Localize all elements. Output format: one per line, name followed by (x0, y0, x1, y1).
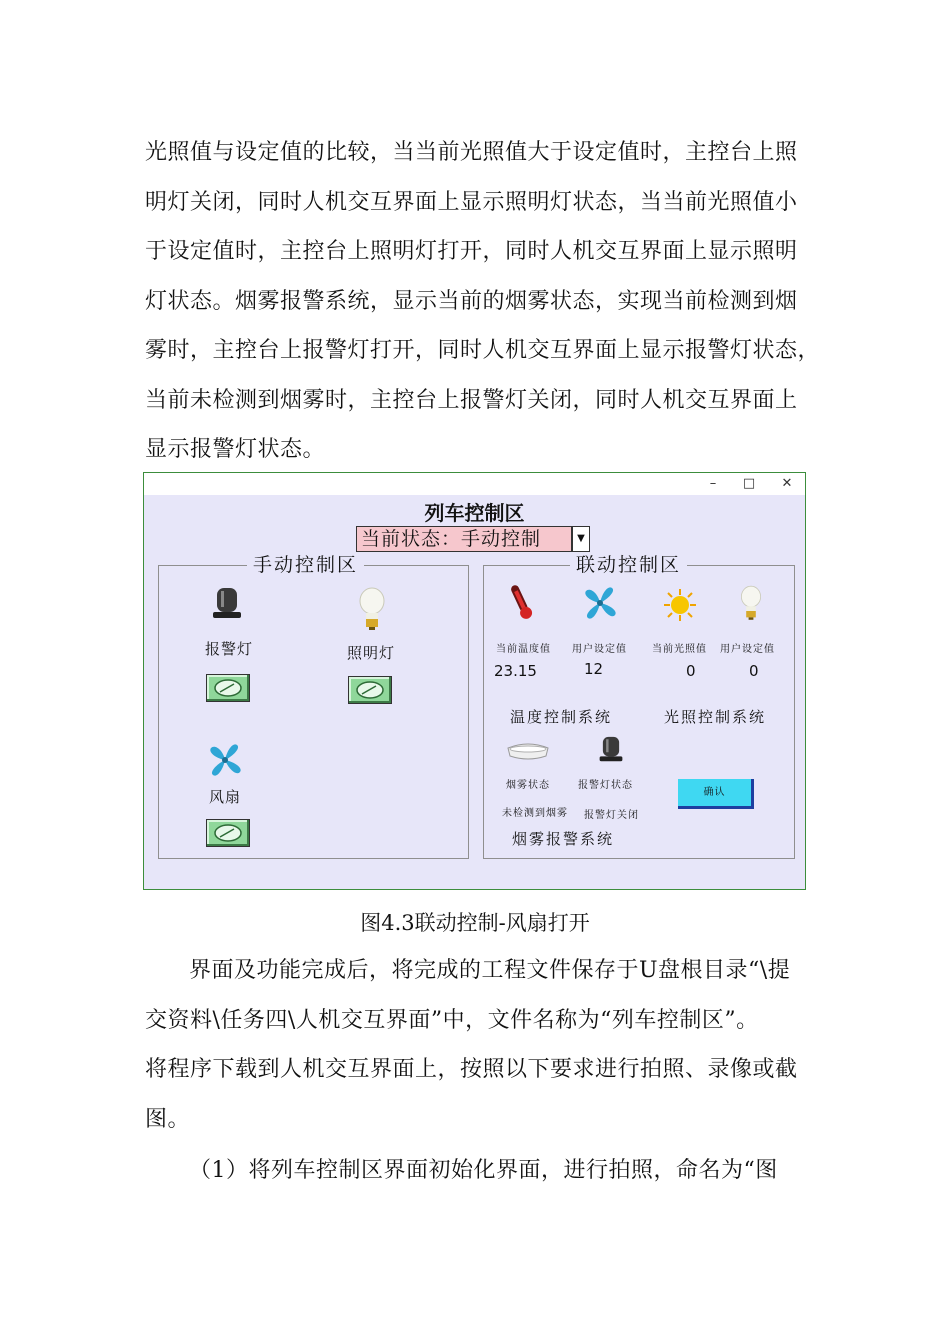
current-temp-value: 23.15 (494, 662, 537, 680)
maximize-button[interactable]: □ (742, 476, 756, 491)
text-line: 明灯关闭，同时人机交互界面上显示照明灯状态，当当前光照值小 (145, 189, 798, 215)
confirm-button[interactable]: 确认 (678, 779, 754, 809)
smoke-detector-icon (506, 742, 550, 764)
user-set-light-label: 用户设定值 (720, 644, 775, 655)
status-dropdown[interactable] (356, 526, 590, 552)
current-light-value: 0 (686, 662, 696, 680)
app-title: 列车控制区 (424, 501, 525, 525)
toggle-pill-icon (207, 820, 249, 846)
text-line: 将程序下载到人机交互界面上，按照以下要求进行拍照、录像或截 (145, 1057, 798, 1082)
text-line: 雾时，主控台上报警灯打开，同时人机交互界面上显示报警灯状态， (145, 338, 821, 363)
status-value: 当前状态：手动控制 (356, 526, 572, 552)
text-line: 显示报警灯状态。 (145, 437, 326, 462)
text-line: 交资料\任务四\人机交互界面”中，文件名称为“列车控制区”。 (145, 1007, 759, 1033)
text-line: 灯状态。烟雾报警系统，显示当前的烟雾状态，实现当前检测到烟 (145, 288, 798, 314)
dropdown-arrow-icon[interactable]: ▼ (572, 526, 590, 552)
figure-caption: 图4.3联动控制-风扇打开 (360, 911, 590, 935)
close-button[interactable]: ✕ (781, 476, 793, 491)
smoke-state-label: 烟雾状态 (506, 780, 550, 791)
text-line: 于设定值时，主控台上照明灯打开，同时人机交互界面上显示照明 (145, 239, 798, 264)
current-light-label: 当前光照值 (652, 644, 707, 655)
text-line: 图。 (145, 1106, 191, 1132)
light-lamp-toggle[interactable] (348, 676, 392, 704)
temp-system-label: 温度控制系统 (510, 708, 613, 726)
thermometer-icon (506, 582, 536, 622)
alarm-lamp-icon (598, 734, 624, 764)
alarm-state-value: 报警灯关闭 (584, 810, 639, 821)
body-paragraph-2 (145, 946, 825, 1144)
text-line: 界面及功能完成后，将完成的工程文件保存于U盘根目录“\提 (189, 958, 791, 983)
manual-control-group (158, 554, 469, 859)
alarm-lamp-toggle[interactable] (206, 674, 250, 702)
alarm-lamp-label: 报警灯 (205, 640, 254, 658)
user-set-temp-label: 用户设定值 (572, 644, 627, 655)
body-paragraph-1 (145, 128, 825, 475)
alarm-lamp-icon (211, 586, 243, 620)
light-system-label: 光照控制系统 (664, 708, 767, 726)
fan-toggle[interactable] (206, 819, 250, 847)
user-set-light-value: 0 (749, 662, 759, 680)
user-set-temp-value: 12 (584, 660, 604, 678)
text-line: 光照值与设定值的比较，当当前光照值大于设定值时，主控台上照 (145, 140, 798, 165)
body-paragraph-3: （1）将列车控制区界面初始化界面，进行拍照，命名为“图 (189, 1158, 778, 1183)
linked-control-group (483, 554, 795, 859)
toggle-pill-icon (207, 675, 249, 701)
linked-control-label: 联动控制区 (570, 554, 687, 576)
window-titlebar (144, 473, 805, 495)
train-control-window (143, 472, 806, 890)
fan-label: 风扇 (209, 788, 242, 806)
sun-icon (663, 588, 697, 622)
fan-icon (205, 742, 245, 778)
smoke-state-value: 未检测到烟雾 (502, 808, 568, 819)
manual-control-label: 手动控制区 (247, 554, 364, 576)
minimize-button[interactable]: – (709, 476, 717, 491)
light-bulb-icon (357, 586, 387, 632)
light-bulb-icon (739, 584, 763, 622)
toggle-pill-icon (349, 677, 391, 703)
smoke-system-label: 烟雾报警系统 (512, 830, 615, 848)
current-temp-label: 当前温度值 (496, 644, 551, 655)
fan-icon (580, 584, 620, 622)
text-line: 当前未检测到烟雾时，主控台上报警灯关闭，同时人机交互界面上 (145, 387, 798, 413)
alarm-state-label: 报警灯状态 (578, 780, 633, 791)
light-lamp-label: 照明灯 (347, 644, 396, 662)
